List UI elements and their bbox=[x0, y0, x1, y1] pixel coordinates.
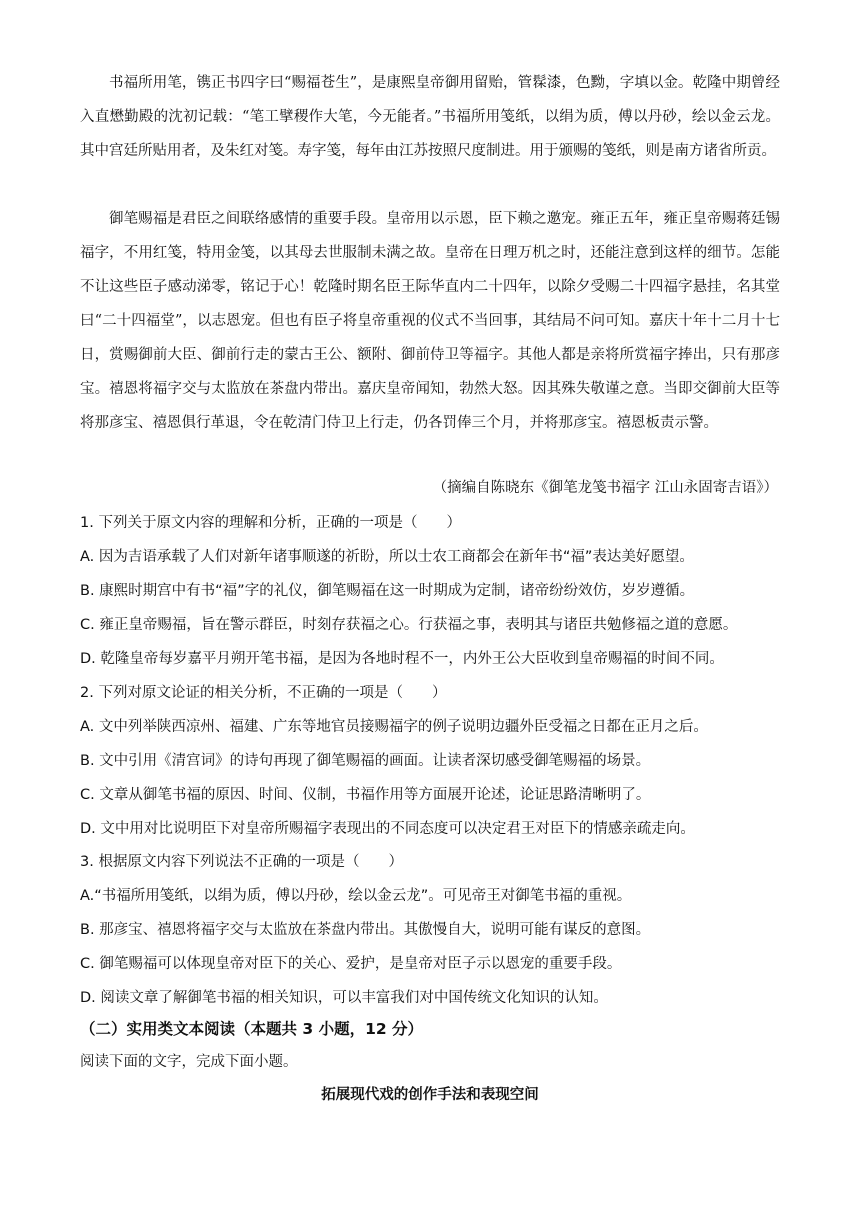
question-1-option-a: A. 因为吉语承载了人们对新年诸事顺遂的祈盼，所以士农工商都会在新年书“福”表达美好愿望。 bbox=[80, 549, 694, 565]
question-1-option-b: B. 康熙时期宫中有书“福”字的礼仪，御笔赐福在这一时期成为定制，诸帝纷纷效仿，岁岁遵循。 bbox=[80, 583, 695, 599]
passage-paragraph-2: 御笔赐福是君臣之间联络感情的重要手段。皇帝用以示恩，臣下赖之邀宠。雍正五年，雍正皇帝赐蒋廷锡福字，不用红笺，特用金笺，以其母去世服制未满之故。皇帝在日理万机之时，还能注意到这样的细节。怎能不让这些臣子感动涕零，铭记于心！乾隆时期名臣王际华直内二十四年，以除夕受赐二十四福字悬挂，名其堂曰“二十四福堂”，以志恩宠。但也有臣子将皇帝重视的仪式不当回事，其结局不问可知。嘉庆十年十二月十七日，赏赐御前大臣、御前行走的蒙古王公、额附、御前侍卫等福字。其他人都是亲将所赏福字捧出，只有那彦宝。禧恩将福字交与太监放在茶盘内带出。嘉庆皇帝闻知，勃然大怒。因其殊失敬谨之意。当即交御前大臣等将那彦宝、禧恩俱行革退，令在乾清门侍卫上行走，仍各罚俸三个月，并将那彦宝。禧恩板责示警。 bbox=[80, 211, 780, 431]
passage-paragraph-1: 书福所用笔，镌正书四字曰“赐福苍生”，是康熙皇帝御用留贻，管髹漆，色黝，字填以金。乾隆中期曾经入直懋勤殿的沈初记载：“笔工擘稷作大笔，今无能者。”书福所用笺纸，以绢为质，傅以丹砂，绘以金云龙。其中宫廷所贴用者，及朱红对笺。寿字笺，每年由江苏按照尺度制进。用于颁赐的笺纸，则是南方诸省所贡。 bbox=[80, 75, 780, 159]
question-2-option-d: D. 文中用对比说明臣下对皇帝所赐福字表现出的不同态度可以决定君王对臣下的情感亲疏走向。 bbox=[80, 821, 695, 837]
question-2-option-a: A. 文中列举陕西凉州、福建、广东等地官员接赐福字的例子说明边疆外臣受福之日都在正月之后。 bbox=[80, 719, 708, 735]
question-1-option-d: D. 乾隆皇帝每岁嘉平月朔开笔书福，是因为各地时程不一，内外王公大臣收到皇帝赐福的时间不同。 bbox=[80, 651, 724, 667]
section-instruction: 阅读下面的文字，完成下面小题。 bbox=[80, 1054, 298, 1070]
question-3-option-c: C. 御笔赐福可以体现皇帝对臣下的关心、爱护，是皇帝对臣子示以恩宠的重要手段。 bbox=[80, 956, 622, 972]
passage-source: （摘编自陈晓东《御笔龙笺书福字 江山永固寄吉语》） bbox=[432, 480, 778, 496]
question-2-stem: 2. 下列对原文论证的相关分析，不正确的一项是（ ） bbox=[80, 685, 447, 701]
question-3-option-d: D. 阅读文章了解御笔书福的相关知识，可以丰富我们对中国传统文化知识的认知。 bbox=[80, 990, 608, 1006]
question-2-option-b: B. 文中引用《清宫词》的诗句再现了御笔赐福的画面。让读者深切感受御笔赐福的场景。 bbox=[80, 753, 651, 769]
question-3-option-b: B. 那彦宝、禧恩将福字交与太监放在茶盘内带出。其傲慢自大，说明可能有谋反的意图。 bbox=[80, 922, 651, 938]
question-3-option-a: A.“书福所用笺纸，以绢为质，傅以丹砂，绘以金云龙”。可见帝王对御笔书福的重视。 bbox=[80, 888, 632, 904]
question-2-option-c: C. 文章从御笔书福的原因、时间、仪制，书福作用等方面展开论述，论证思路清晰明了。 bbox=[80, 787, 651, 803]
question-1-option-c: C. 雍正皇帝赐福，旨在警示群臣，时刻存获福之心。行获福之事，表明其与诸臣共勉修福之道的意愿。 bbox=[80, 617, 738, 633]
question-3-stem: 3. 根据原文内容下列说法不正确的一项是（ ） bbox=[80, 854, 403, 870]
article-title: 拓展现代戏的创作手法和表现空间 bbox=[321, 1086, 539, 1103]
question-1-stem: 1. 下列关于原文内容的理解和分析，正确的一项是（ ） bbox=[80, 515, 461, 531]
section-heading: （二）实用类文本阅读（本题共 3 小题，12 分） bbox=[80, 1020, 424, 1038]
